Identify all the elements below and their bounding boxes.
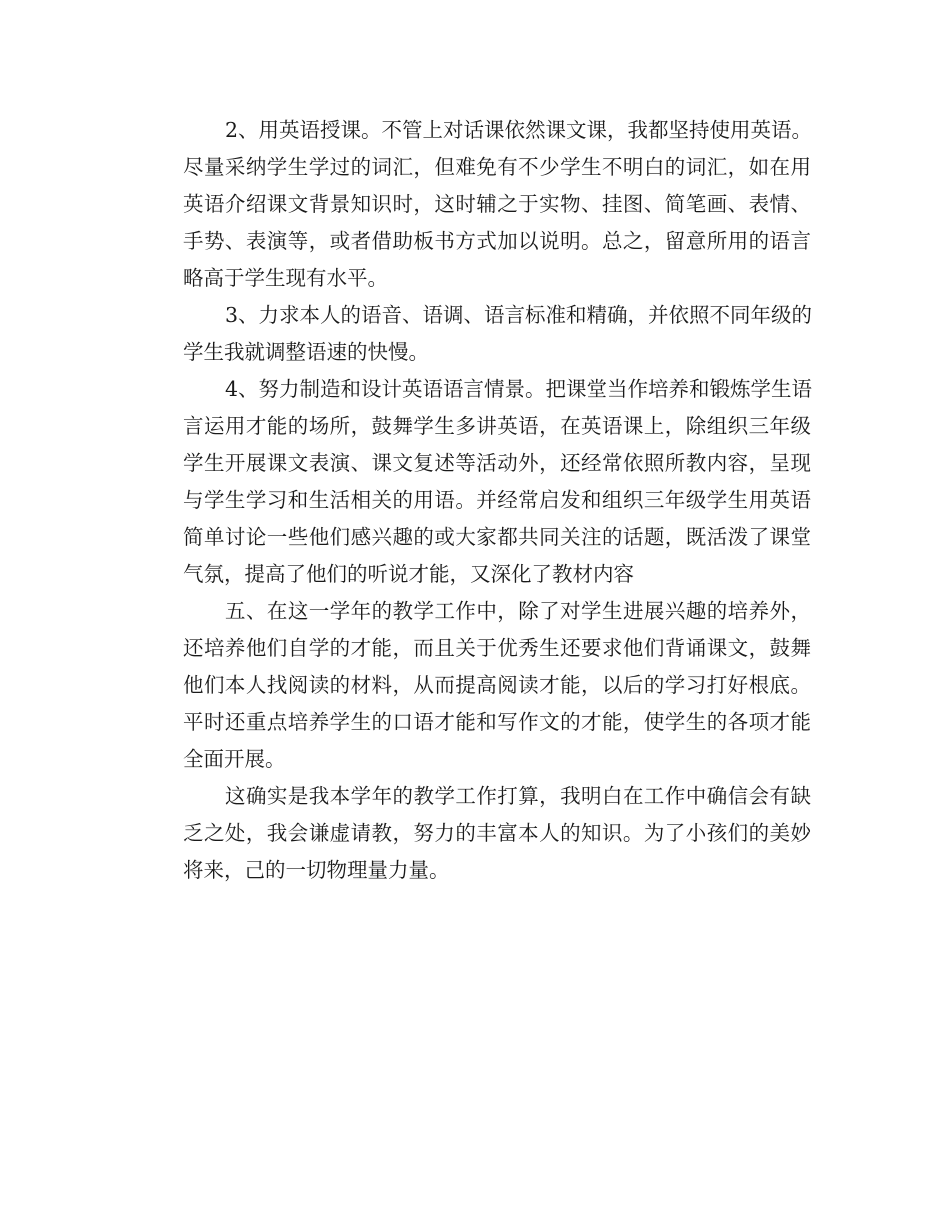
paragraph-language-situations <box>141 371 811 593</box>
text-line: 还培养他们自学的才能，而且关于优秀生还要求他们背诵课文，鼓舞 <box>183 636 811 660</box>
text-line: 这确实是我本学年的教学工作打算，我明白在工作中确信会有缺 <box>225 784 811 808</box>
text-line: 言运用才能的场所，鼓舞学生多讲英语，在英语课上，除组织三年级 <box>183 414 811 438</box>
text-line: 平时还重点培养学生的口语才能和写作文的才能，使学生的各项才能 <box>183 710 811 734</box>
paragraph-teaching-in-english <box>141 112 811 297</box>
paragraph-conclusion <box>141 778 811 889</box>
text-line: 手势、表演等，或者借助板书方式加以说明。总之，留意所用的语言 <box>183 229 811 253</box>
text-line: 2、用英语授课。不管上对话课依然课文课，我都坚持使用英语。 <box>225 118 813 142</box>
paragraph-pronunciation <box>141 297 811 371</box>
text-line: 4、努力制造和设计英语语言情景。把课堂当作培养和锻炼学生语 <box>225 377 813 401</box>
text-line: 与学生学习和生活相关的用语。并经常启发和组织三年级学生用英语 <box>183 488 811 512</box>
text-line: 气氛，提高了他们的听说才能，又深化了教材内容 <box>183 562 634 586</box>
text-line: 学生开展课文表演、课文复述等活动外，还经常依照所教内容，呈现 <box>183 451 811 475</box>
text-line: 乏之处，我会谦虚请教，努力的丰富本人的知识。为了小孩们的美妙 <box>183 821 811 845</box>
text-line: 他们本人找阅读的材料，从而提高阅读才能，以后的学习打好根底。 <box>183 673 811 697</box>
text-line: 3、力求本人的语音、语调、语言标准和精确，并依照不同年级的 <box>225 303 813 327</box>
text-line: 全面开展。 <box>183 747 286 771</box>
text-line: 将来，己的一切物理量力量。 <box>183 858 450 882</box>
document-body <box>141 112 811 889</box>
text-line: 尽量采纳学生学过的词汇，但难免有不少学生不明白的词汇，如在用 <box>183 155 811 179</box>
text-line: 学生我就调整语速的快慢。 <box>183 340 429 364</box>
text-line: 略高于学生现有水平。 <box>183 266 388 290</box>
paragraph-self-study <box>141 593 811 778</box>
text-line: 英语介绍课文背景知识时，这时辅之于实物、挂图、简笔画、表情、 <box>183 192 811 216</box>
text-line: 简单讨论一些他们感兴趣的或大家都共同关注的话题，既活泼了课堂 <box>183 525 811 549</box>
text-line: 五、在这一学年的教学工作中，除了对学生进展兴趣的培养外， <box>225 599 811 623</box>
